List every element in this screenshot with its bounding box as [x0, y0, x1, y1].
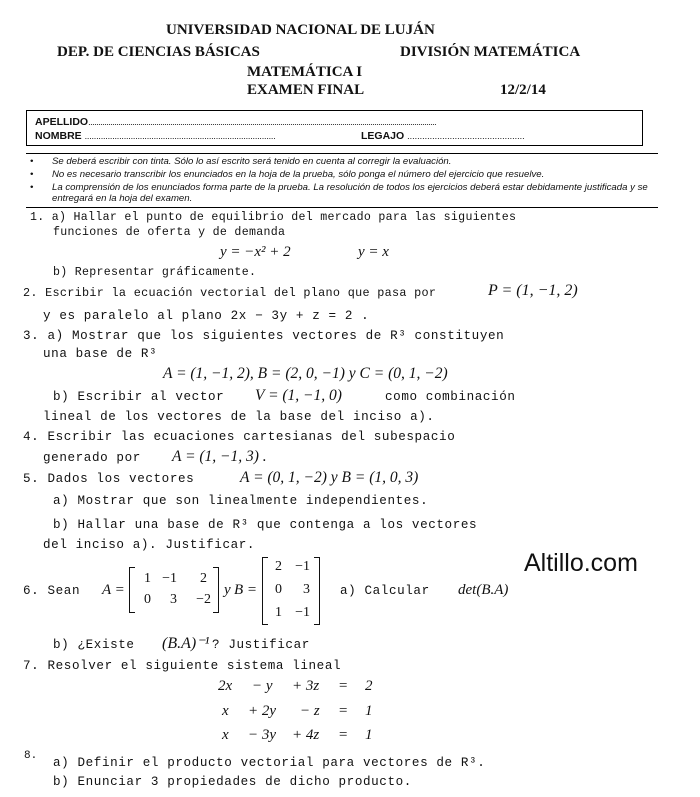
q3-a-line2: una base de R³: [43, 347, 158, 361]
department-label: DEP. DE CIENCIAS BÁSICAS: [57, 44, 260, 60]
matrix-A-cell: 0: [144, 592, 151, 607]
nombre-row[interactable]: [35, 130, 276, 142]
system-term: 2x: [218, 678, 233, 694]
q6-y: y: [224, 582, 231, 598]
q6-b-pre: b) ¿Existe: [53, 638, 135, 652]
matrix-A-cell: −2: [196, 592, 211, 607]
q1-a-line1: 1. a) Hallar el punto de equilibrio del mercado para las siguientes: [30, 211, 517, 224]
system-term: − 3y: [248, 727, 277, 743]
matrix-A-cell: 3: [170, 592, 177, 607]
q5-line1-pre: 5. Dados los vectores: [23, 472, 195, 486]
instructions-bottom-rule: [26, 207, 658, 208]
exam-date: 12/2/14: [500, 82, 546, 98]
instruction-item: [30, 156, 660, 168]
system-term: =: [338, 727, 349, 743]
q2-line1: 2. Escribir la ecuación vectorial del plano que pasa por: [23, 286, 437, 300]
matrix-B-cell: 0: [275, 582, 282, 597]
q6-pre: 6. Sean: [23, 584, 81, 598]
q3-b-pre: b) Escribir al vector: [53, 390, 225, 404]
q1-equation-demand: y = x: [358, 244, 389, 260]
instruction-item: [30, 169, 660, 181]
matrix-A-cell: −1: [162, 571, 177, 586]
nombre-label: NOMBRE: [35, 130, 82, 142]
system-term: + 3z: [292, 678, 320, 694]
matrix-A-cell: 2: [200, 571, 207, 586]
system-term: + 2y: [248, 703, 277, 719]
instruction-text: No es necesario transcribir los enunciados en la hoja de la prueba, sólo ponga el número del ejercicio que resuelve.: [52, 169, 545, 180]
q3-b-line2: lineal de los vectores de la base del inciso a).: [43, 410, 435, 424]
q1-a-line2: funciones de oferta y de demanda: [53, 226, 286, 239]
instruction-item: [30, 182, 660, 206]
instruction-text: Se deberá escribir con tinta. Sólo lo así escrito será tenido en cuenta al corregir la evaluación.: [52, 156, 452, 167]
instruction-text: La comprensión de los enunciados forma parte de la prueba. La resolución de todos los ejercicios deberá estar debidamente justificada y se entregará en la hoja del examen.: [52, 182, 648, 204]
matrix-B-cell: 2: [275, 559, 282, 574]
system-term: 1: [365, 727, 373, 743]
q6-B-label: B =: [234, 582, 258, 598]
q5-b-line1: b) Hallar una base de R³ que contenga a los vectores: [53, 518, 478, 532]
matrix-A-cell: 1: [144, 571, 151, 586]
nombre-dots: ...................................................................................: [84, 131, 276, 141]
q2-line2: y es paralelo al plano 2x − 3y + z = 2 .: [43, 309, 370, 323]
apellido-row[interactable]: [35, 116, 436, 128]
matrix-B-cell: −1: [295, 605, 310, 620]
matrix-A: [129, 567, 219, 613]
apellido-dots: ..............................................................................................................................................................................: [88, 117, 437, 127]
course-title: MATEMÁTICA I: [247, 64, 363, 80]
q6-det: det(B.A): [458, 582, 509, 598]
student-info-box: [26, 110, 643, 146]
legajo-row[interactable]: [361, 130, 525, 142]
watermark-logo: Altillo.com: [524, 549, 638, 577]
q4-line2-pre: generado por: [43, 451, 141, 465]
q3-b-vector: V = (1, −1, 0): [255, 387, 342, 404]
q8-b: b) Enunciar 3 propiedades de dicho producto.: [53, 775, 412, 789]
q5-a: a) Mostrar que son linealmente independientes.: [53, 494, 429, 508]
instructions-top-rule: [26, 153, 658, 154]
system-term: 2: [365, 678, 373, 694]
system-term: x: [222, 703, 229, 719]
system-term: − z: [300, 703, 320, 719]
q5-b-line2: del inciso a). Justificar.: [43, 538, 256, 552]
q8-number: 8.: [24, 750, 38, 762]
system-term: + 4z: [292, 727, 320, 743]
matrix-B-cell: −1: [295, 559, 310, 574]
q6-b-post: ? Justificar: [212, 638, 310, 652]
system-term: x: [222, 727, 229, 743]
q8-a: a) Definir el producto vectorial para vectores de R³.: [53, 756, 486, 770]
q1-b: b) Representar gráficamente.: [53, 266, 257, 279]
q3-vectors: A = (1, −1, 2), B = (2, 0, −1) y C = (0, 1, −2): [163, 365, 448, 382]
exam-title: EXAMEN FINAL: [247, 82, 365, 98]
division-label: DIVISIÓN MATEMÁTICA: [400, 44, 581, 60]
q7-line1: 7. Resolver el siguiente sistema lineal: [23, 659, 342, 673]
q3-b-post: como combinación: [385, 390, 516, 404]
system-term: =: [338, 678, 349, 694]
q6-b-expr: (B.A)⁻¹: [162, 635, 210, 652]
matrix-B-cell: 1: [275, 605, 282, 620]
q1-equation-supply: y = −x² + 2: [220, 244, 291, 260]
system-term: − y: [252, 678, 273, 694]
q4-vector: A = (1, −1, 3) .: [172, 448, 267, 465]
bullet-icon: •: [30, 169, 34, 180]
matrix-B-cell: 3: [303, 582, 310, 597]
legajo-label: LEGAJO: [361, 130, 405, 142]
system-term: 1: [365, 703, 373, 719]
q2-point: P = (1, −1, 2): [488, 282, 578, 299]
legajo-dots: ...............................................: [407, 131, 525, 141]
system-term: =: [338, 703, 349, 719]
bullet-icon: •: [30, 182, 34, 193]
q4-line1: 4. Escribir las ecuaciones cartesianas del subespacio: [23, 430, 456, 444]
q5-vectors: A = (0, 1, −2) y B = (1, 0, 3): [240, 469, 419, 486]
q6-A-label: A =: [102, 582, 125, 598]
apellido-label: APELLIDO: [35, 116, 89, 128]
bullet-icon: •: [30, 156, 34, 167]
q3-a-line1: 3. a) Mostrar que los siguientes vectores de R³ constituyen: [23, 329, 505, 343]
university-title: UNIVERSIDAD NACIONAL DE LUJÁN: [166, 22, 435, 38]
matrix-B: [262, 557, 320, 625]
q6-a: a) Calcular: [340, 584, 430, 598]
